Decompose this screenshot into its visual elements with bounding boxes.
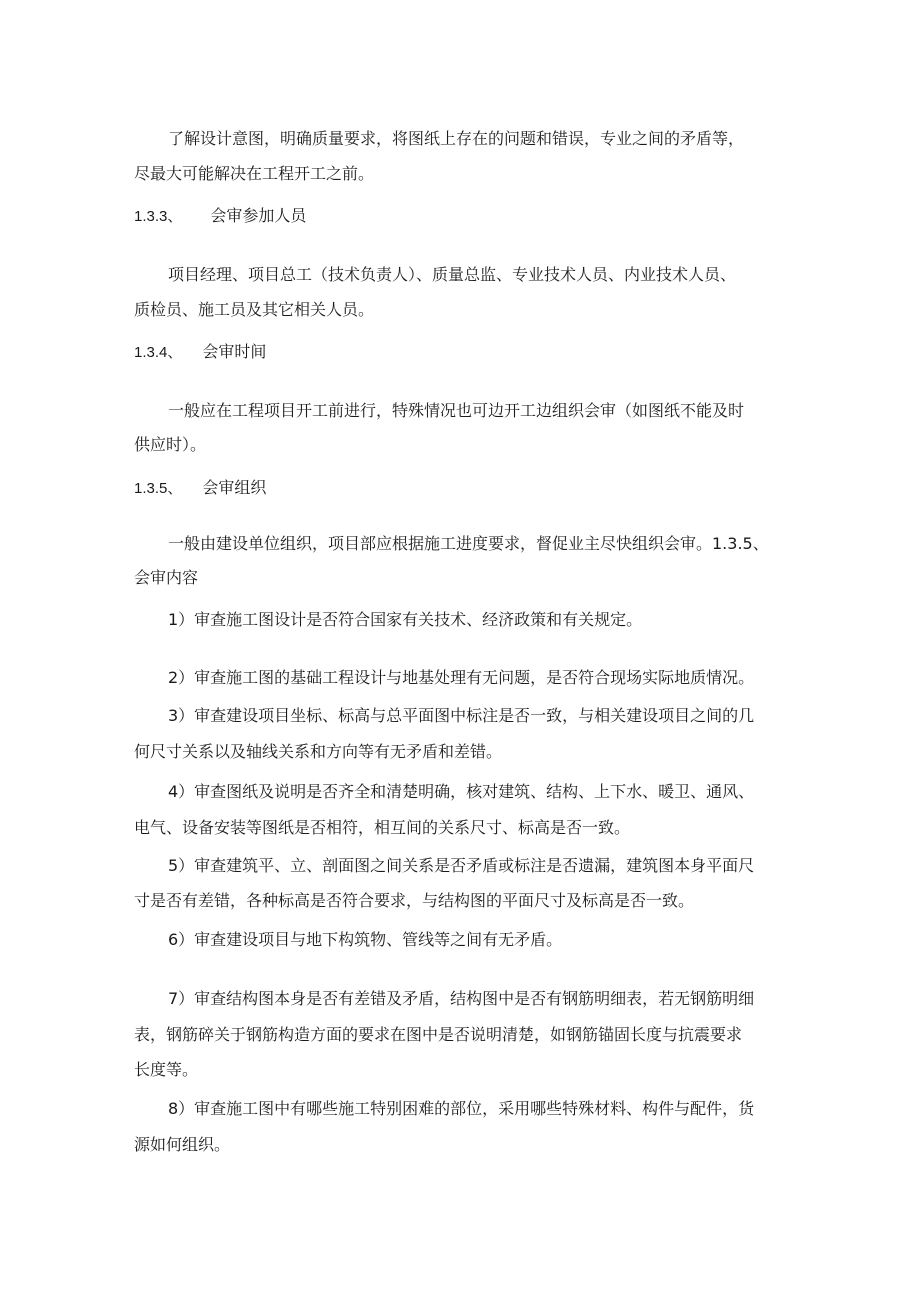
paragraph-line: 质检员、施工员及其它相关人员。 <box>134 300 375 319</box>
review-item-7-cont: 长度等。 <box>134 1060 199 1079</box>
paragraph-line: 一般由建设单位组织，项目部应根据施工进度要求，督促业主尽快组织会审。1.3.5、 <box>168 534 769 553</box>
review-item-2: 2）审查施工图的基础工程设计与地基处理有无问题，是否符合现场实际地质情况。 <box>168 668 755 687</box>
section-heading-1-3-5 <box>134 477 266 500</box>
section-title: 会审参加人员 <box>210 206 307 225</box>
section-number: 1.3.5、 <box>134 480 183 497</box>
review-item-5: 5）审查建筑平、立、剖面图之间关系是否矛盾或标注是否遗漏，建筑图本身平面尺 <box>168 856 755 875</box>
paragraph-line: 一般应在工程项目开工前进行，特殊情况也可边开工边组织会审（如图纸不能及时 <box>168 401 745 420</box>
review-item-6: 6）审查建设项目与地下构筑物、管线等之间有无矛盾。 <box>168 930 563 949</box>
section-number: 1.3.4、 <box>134 344 183 361</box>
review-item-3: 3）审查建设项目坐标、标高与总平面图中标注是否一致，与相关建设项目之间的几 <box>168 706 755 725</box>
review-item-4-cont: 电气、设备安装等图纸是否相符，相互间的关系尺寸、标高是否一致。 <box>134 818 631 837</box>
review-item-8-cont: 源如何组织。 <box>134 1135 231 1154</box>
review-item-1: 1）审查施工图设计是否符合国家有关技术、经济政策和有关规定。 <box>168 610 643 629</box>
review-item-4: 4）审查图纸及说明是否齐全和清楚明确，核对建筑、结构、上下水、暖卫、通风、 <box>168 782 755 801</box>
review-item-8: 8）审查施工图中有哪些施工特别困难的部位，采用哪些特殊材料、构件与配件，货 <box>168 1099 755 1118</box>
section-title: 会审组织 <box>202 478 267 497</box>
section-heading-1-3-4 <box>134 341 266 364</box>
review-item-5-cont: 寸是否有差错，各种标高是否符合要求，与结构图的平面尺寸及标高是否一致。 <box>134 891 695 910</box>
review-item-7: 7）审查结构图本身是否有差错及矛盾，结构图中是否有钢筋明细表，若无钢筋明细 <box>168 989 755 1008</box>
paragraph-line: 项目经理、项目总工（技术负责人）、质量总监、专业技术人员、内业技术人员、 <box>168 265 737 284</box>
review-item-7-cont: 表，钢筋碎关于钢筋构造方面的要求在图中是否说明清楚，如钢筋锚固长度与抗震要求 <box>134 1025 743 1044</box>
section-title: 会审时间 <box>202 342 267 361</box>
section-number: 1.3.3、 <box>134 208 183 225</box>
section-heading-1-3-3 <box>134 205 306 228</box>
paragraph-line: 供应时）。 <box>134 435 207 454</box>
paragraph-line: 会审内容 <box>134 568 199 587</box>
paragraph-line: 了解设计意图，明确质量要求，将图纸上存在的问题和错误，专业之间的矛盾等， <box>168 129 745 148</box>
paragraph-line: 尽最大可能解决在工程开工之前。 <box>134 164 375 183</box>
review-item-3-cont: 何尺寸关系以及轴线关系和方向等有无矛盾和差错。 <box>134 742 503 761</box>
